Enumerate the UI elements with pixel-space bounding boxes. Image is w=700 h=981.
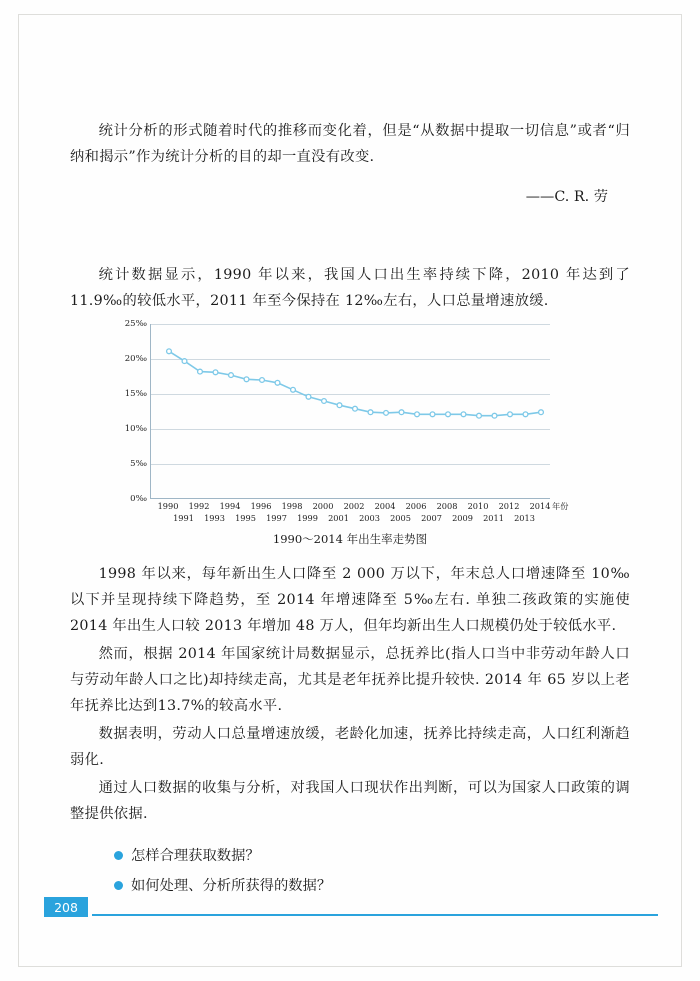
chart-x-tick-label: 2011	[483, 513, 504, 523]
chart-x-tick-label: 1995	[235, 513, 256, 523]
page-content	[70, 118, 630, 903]
chart-title: 1990～2014 年出生率走势图	[272, 532, 428, 546]
question-list	[70, 843, 630, 899]
chart-y-tick-label: 0‰	[130, 494, 147, 504]
chart-x-tick-label: 2006	[405, 501, 427, 511]
chart-x-tick-label: 1991	[173, 513, 194, 523]
chart-x-tick-label: 2013	[514, 513, 535, 523]
chart-x-tick-label: 2012	[498, 501, 520, 511]
paragraph-5: 通过人口数据的收集与分析，对我国人口现状作出判断，可以为国家人口政策的调整提供依据.	[70, 780, 630, 822]
page-number: 208	[44, 897, 88, 917]
chart-x-tick-label: 2003	[359, 513, 380, 523]
chart-x-tick-label: 2008	[436, 501, 458, 511]
chart-x-tick-label: 2009	[452, 513, 473, 523]
paragraph-1: 统计数据显示，1990 年以来，我国人口出生率持续下降，2010 年达到了 11.9‰的较低水平，2011 年至今保持在 12‰左右，人口总量增速放缓.	[70, 267, 630, 309]
spacer-2	[70, 547, 630, 561]
chart-x-tick-label: 1990	[157, 501, 179, 511]
chart-y-tick-label: 15‰	[124, 389, 147, 399]
question-text: 如何处理、分析所获得的数据？	[131, 878, 332, 894]
chart-x-tick-label: 2002	[343, 501, 365, 511]
chart-x-tick-label: 1994	[219, 501, 241, 511]
birth-rate-chart	[124, 319, 569, 547]
chart-canvas	[124, 319, 550, 504]
chart-x-tick-label: 1999	[297, 513, 318, 523]
chart-x-axis-labels	[150, 501, 569, 527]
chart-series-line	[151, 324, 551, 499]
chart-x-tick-label: 2005	[390, 513, 411, 523]
chart-x-tick-label: 1997	[266, 513, 287, 523]
spacer	[70, 206, 630, 262]
bullet-icon	[114, 881, 123, 890]
chart-x-tick-label: 2014	[529, 501, 551, 511]
epigraph-text: 统计分析的形式随着时代的推移而变化着，但是“从数据中提取一切信息”或者“归纳和揭示”作为统计分析的目的却一直没有改变.	[70, 123, 630, 165]
chart-x-tick-label: 1992	[188, 501, 210, 511]
page-footer	[44, 897, 658, 919]
bullet-icon	[114, 851, 123, 860]
paragraph-3: 然而，根据 2014 年国家统计局数据显示，总抚养比(指人口当中非劳动年龄人口与劳动年龄人口之比)却持续走高，尤其是老年抚养比提升较快. 2014 年 65 岁以上老年抚养比达到13.7%的较高水平.	[70, 646, 630, 714]
chart-x-tick-label: 2010	[467, 501, 489, 511]
epigraph-attribution: ——C. R. 劳	[525, 189, 608, 205]
list-item	[114, 843, 630, 869]
chart-y-tick-label: 25‰	[124, 319, 147, 329]
epigraph	[70, 118, 630, 206]
paragraph-2: 1998 年以来，每年新出生人口降至 2 000 万以下，年末总人口增速降至 10‰以下并呈现持续下降趋势，至 2014 年增速降至 5‰左右. 单独二孩政策的实施使 2014 年出生人口较 2013 年增加 48 万人，但年均新出生人口规模仍处于较低水平.	[70, 566, 630, 634]
chart-x-tick-label: 2001	[328, 513, 349, 523]
chart-y-tick-label: 20‰	[124, 354, 147, 364]
chart-x-tick-label: 2000	[312, 501, 334, 511]
chart-x-axis-unit: 年份	[552, 501, 569, 511]
list-item	[114, 873, 630, 899]
paragraph-4: 数据表明，劳动人口总量增速放缓，老龄化加速，抚养比持续走高，人口红利渐趋弱化.	[70, 726, 630, 768]
footer-rule	[92, 914, 658, 916]
chart-x-tick-label: 2007	[421, 513, 442, 523]
chart-x-tick-label: 2004	[374, 501, 396, 511]
chart-y-tick-label: 10‰	[124, 424, 147, 434]
chart-plot-area	[124, 319, 550, 504]
chart-x-tick-label: 1998	[281, 501, 303, 511]
chart-x-tick-label: 1993	[204, 513, 225, 523]
chart-y-tick-label: 5‰	[130, 459, 147, 469]
chart-x-tick-label: 1996	[250, 501, 272, 511]
question-text: 怎样合理获取数据？	[131, 848, 260, 864]
